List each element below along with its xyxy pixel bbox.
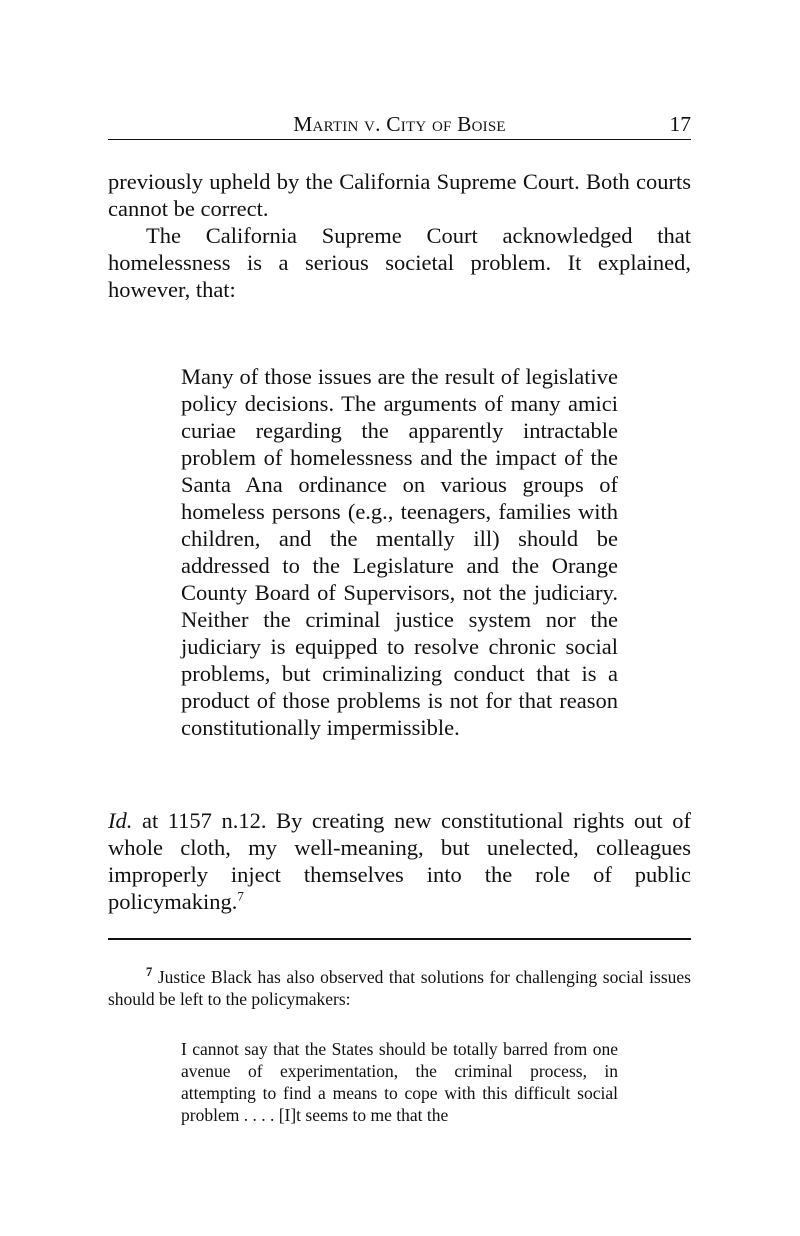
footnote-reference[interactable]: 7 xyxy=(237,888,244,904)
paragraph-citation xyxy=(108,807,691,915)
paragraph-continuation: previously upheld by the California Supreme Court. Both courts cannot be correct. xyxy=(108,169,691,221)
page-number: 17 xyxy=(669,112,691,136)
footnote-7 xyxy=(108,966,691,1010)
block-quote: Many of those issues are the result of legislative policy decisions. The arguments of many amici curiae regarding the apparently intractable problem of homelessness and the impact of the Santa Ana ordinance on various groups of homeless persons (e.g., teenagers, families with children, and the mentally ill) should be addressed to the Legislature and the Orange County Board of Supervisors, not the judiciary. Neither the criminal justice system nor the judiciary is equipped to resolve chronic social problems, but criminalizing conduct that is a product of those problems is not for that reason constitutionally impermissible. xyxy=(181,364,618,740)
footnote-quote: I cannot say that the States should be totally barred from one avenue of experimentation, the criminal process, in attempting to find a means to cope with this difficult social problem . . . . [I]t seems to me that the xyxy=(181,1039,618,1125)
footnote-marker: 7 xyxy=(146,965,153,980)
paragraph-acknowledgment: The California Supreme Court acknowledged that homelessness is a serious societal problem. It explained, however, that: xyxy=(108,223,691,302)
citation-id: Id. xyxy=(108,808,133,833)
footnote-text: Justice Black has also observed that solutions for challenging social issues should be left to the policymakers: xyxy=(108,967,691,1009)
header-title: Martin v. City of Boise xyxy=(293,112,506,136)
running-header xyxy=(108,112,691,140)
paragraph-citation-text: at 1157 n.12. By creating new constitutional rights out of whole cloth, my well-meaning, but unelected, colleagues improperly inject themselves into the role of public policymaking. xyxy=(108,808,691,914)
footnote-divider xyxy=(108,938,691,940)
